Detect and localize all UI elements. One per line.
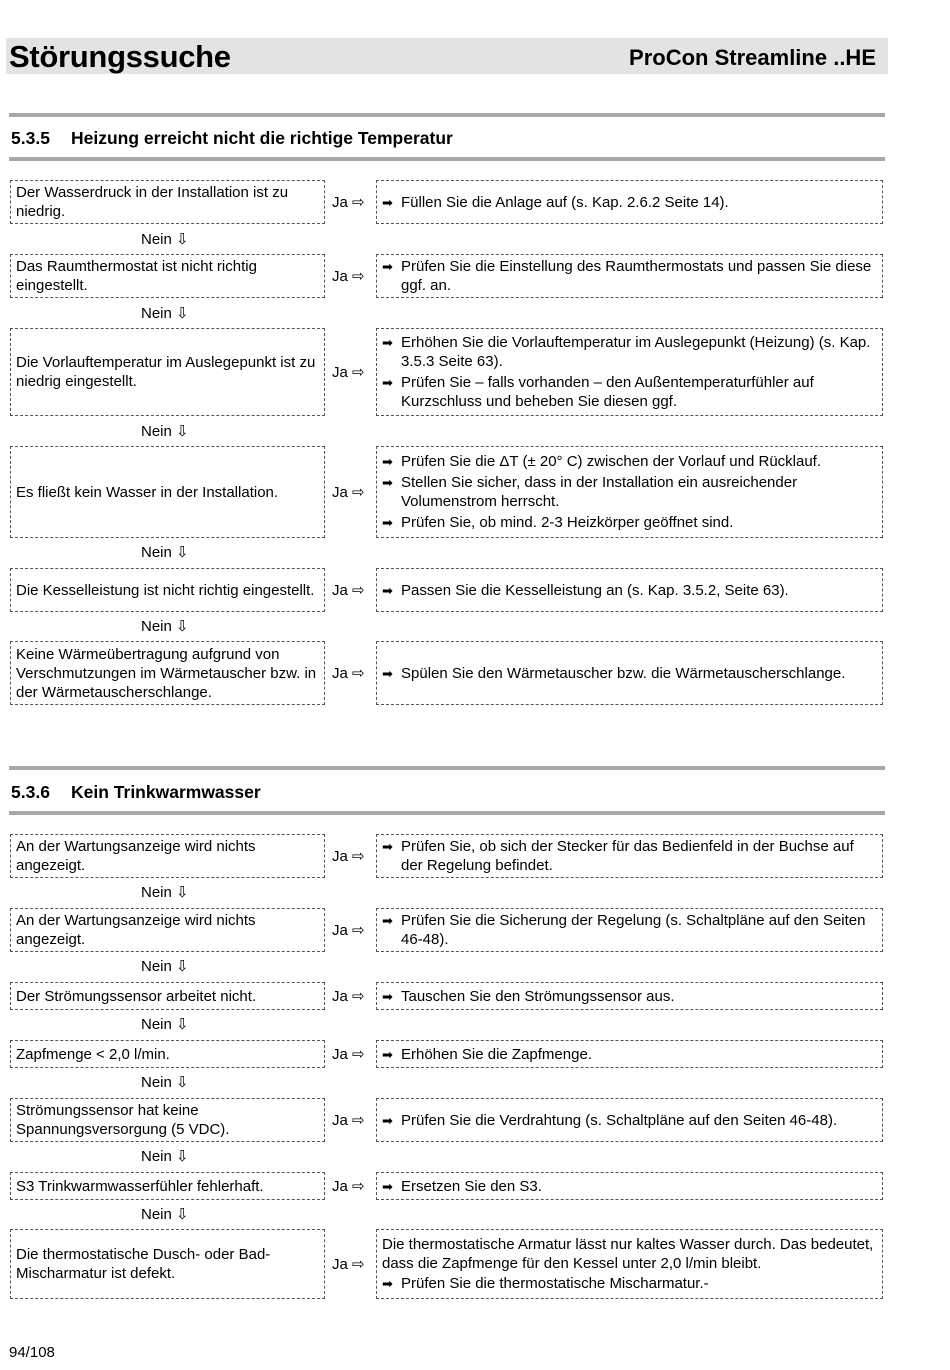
yes-arrow-label: Ja ⇨ (332, 582, 365, 599)
yes-arrow-label: Ja ⇨ (332, 1112, 365, 1129)
action-text: Erhöhen Sie die Zapfmenge. (401, 1045, 592, 1063)
action-item (382, 664, 874, 683)
action-item (382, 837, 874, 875)
yes-arrow-label: Ja ⇨ (332, 484, 365, 501)
no-arrow-label: Nein ⇩ (141, 423, 189, 440)
yes-arrow-label: Ja ⇨ (332, 1256, 365, 1273)
condition-box (10, 446, 325, 538)
condition-box (10, 1098, 325, 1142)
condition-text: Der Wasserdruck in der Installation ist zu niedrig. (16, 184, 289, 220)
yes-arrow-label: Ja ⇨ (332, 1178, 365, 1195)
action-item (382, 333, 874, 371)
no-arrow-label: Nein ⇩ (141, 1074, 189, 1091)
page-number: 94/108 (9, 1344, 55, 1361)
action-text: Tauschen Sie den Strömungssensor aus. (401, 987, 675, 1005)
action-text: Prüfen Sie – falls vorhanden – den Außentemperaturfühler auf Kurzschluss und beheben Sie diesen ggf. (401, 374, 814, 410)
action-text: Prüfen Sie die Verdrahtung (s. Schaltpläne auf den Seiten 46-48). (401, 1111, 838, 1129)
condition-text: Keine Wärmeübertragung aufgrund von Verschmutzungen im Wärmetauscher bzw. in der Wärmetauscherschlange. (16, 645, 317, 701)
no-arrow-label: Nein ⇩ (141, 884, 189, 901)
action-box (376, 982, 883, 1010)
action-box (376, 180, 883, 224)
no-arrow-label: Nein ⇩ (141, 958, 189, 975)
condition-text: Die Vorlauftemperatur im Auslegepunkt ist zu niedrig eingestellt. (16, 354, 316, 390)
action-text: Prüfen Sie die Einstellung des Raumthermostats und passen Sie diese ggf. an. (401, 258, 872, 294)
yes-arrow-label: Ja ⇨ (332, 1046, 365, 1063)
condition-box (10, 982, 325, 1010)
arrow-right-icon: ➡ (382, 1178, 393, 1194)
arrow-right-icon: ➡ (382, 582, 393, 598)
condition-text: Das Raumthermostat ist nicht richtig eingestellt. (16, 258, 257, 294)
action-item (382, 1274, 874, 1293)
action-box (376, 1098, 883, 1142)
condition-box (10, 908, 325, 952)
action-text: Passen Sie die Kesselleistung an (s. Kap. 3.5.2, Seite 63). (401, 581, 789, 599)
action-item (382, 257, 874, 295)
arrow-right-icon: ➡ (382, 335, 393, 350)
action-box (376, 834, 883, 878)
product-name: ProCon Streamline ..HE (629, 45, 876, 70)
section-title: Kein Trinkwarmwasser (71, 782, 261, 802)
section-number: 5.3.6 (11, 782, 50, 802)
action-text: Erhöhen Sie die Vorlauftemperatur im Auslegepunkt (Heizung) (s. Kap. 3.5.3 Seite 63). (401, 334, 871, 370)
no-arrow-label: Nein ⇩ (141, 1206, 189, 1223)
arrow-right-icon: ➡ (382, 1046, 393, 1062)
arrow-right-icon: ➡ (382, 913, 393, 928)
arrow-right-icon: ➡ (382, 665, 393, 681)
action-text: Stellen Sie sicher, dass in der Installation ein ausreichender Volumenstrom herrscht. (401, 474, 798, 510)
condition-box (10, 568, 325, 612)
section-heading (11, 127, 453, 149)
section-heading (11, 781, 261, 803)
action-item (382, 513, 874, 532)
arrow-right-icon: ➡ (382, 475, 393, 490)
condition-text: An der Wartungsanzeige wird nichts angezeigt. (16, 912, 256, 948)
action-item (382, 987, 874, 1006)
arrow-right-icon: ➡ (382, 259, 393, 274)
action-text: Prüfen Sie die Sicherung der Regelung (s. Schaltpläne auf den Seiten 46-48). (401, 912, 866, 948)
condition-text: An der Wartungsanzeige wird nichts angezeigt. (16, 838, 256, 874)
action-box (376, 1229, 883, 1299)
action-box (376, 568, 883, 612)
section-rule-top (9, 113, 885, 117)
action-text: Spülen Sie den Wärmetauscher bzw. die Wärmetauscherschlange. (401, 664, 846, 682)
action-box (376, 328, 883, 416)
section-rule-bottom (9, 157, 885, 161)
action-box (376, 641, 883, 705)
action-item (382, 193, 874, 212)
condition-box (10, 1040, 325, 1068)
condition-text: S3 Trinkwarmwasserfühler fehlerhaft. (16, 1177, 264, 1195)
action-box (376, 1040, 883, 1068)
yes-arrow-label: Ja ⇨ (332, 665, 365, 682)
action-note: Die thermostatische Armatur lässt nur kaltes Wasser durch. Das bedeutet, dass die Zapfmenge für den Kessel unter 2,0 l/min bleibt. (382, 1235, 874, 1272)
condition-box (10, 328, 325, 416)
action-item (382, 911, 874, 949)
action-item (382, 1177, 874, 1196)
condition-text: Zapfmenge < 2,0 l/min. (16, 1045, 170, 1063)
arrow-right-icon: ➡ (382, 375, 393, 390)
section-rule-top (9, 766, 885, 770)
no-arrow-label: Nein ⇩ (141, 231, 189, 248)
action-box (376, 1172, 883, 1200)
action-item (382, 473, 874, 511)
action-text: Prüfen Sie die thermostatische Mischarmatur.- (401, 1274, 709, 1292)
action-item (382, 452, 874, 471)
action-text: Prüfen Sie die ΔT (± 20° C) zwischen der Vorlauf und Rücklauf. (401, 453, 822, 470)
action-item (382, 1111, 874, 1130)
section-rule-bottom (9, 811, 885, 815)
no-arrow-label: Nein ⇩ (141, 1148, 189, 1165)
action-item (382, 373, 874, 411)
no-arrow-label: Nein ⇩ (141, 618, 189, 635)
action-text: Prüfen Sie, ob mind. 2-3 Heizkörper geöffnet sind. (401, 514, 734, 531)
action-box (376, 446, 883, 538)
condition-text: Die thermostatische Dusch- oder Bad-Mischarmatur ist defekt. (16, 1246, 271, 1282)
no-arrow-label: Nein ⇩ (141, 544, 189, 561)
condition-box (10, 1229, 325, 1299)
action-text: Füllen Sie die Anlage auf (s. Kap. 2.6.2 Seite 14). (401, 193, 729, 211)
yes-arrow-label: Ja ⇨ (332, 848, 365, 865)
condition-box (10, 180, 325, 224)
condition-box (10, 834, 325, 878)
yes-arrow-label: Ja ⇨ (332, 268, 365, 285)
condition-box (10, 254, 325, 298)
condition-box (10, 641, 325, 705)
arrow-right-icon: ➡ (382, 1275, 393, 1291)
page-title: Störungssuche (9, 39, 231, 74)
condition-box (10, 1172, 325, 1200)
condition-text: Es fließt kein Wasser in der Installation. (16, 483, 279, 501)
action-box (376, 254, 883, 298)
no-arrow-label: Nein ⇩ (141, 1016, 189, 1033)
yes-arrow-label: Ja ⇨ (332, 922, 365, 939)
arrow-right-icon: ➡ (382, 1112, 393, 1128)
arrow-right-icon: ➡ (382, 839, 393, 854)
action-box (376, 908, 883, 952)
arrow-right-icon: ➡ (382, 515, 393, 530)
arrow-right-icon: ➡ (382, 194, 393, 210)
action-item (382, 1045, 874, 1064)
condition-text: Strömungssensor hat keine Spannungsversorgung (5 VDC). (16, 1102, 230, 1138)
action-item (382, 581, 874, 600)
condition-text: Die Kesselleistung ist nicht richtig eingestellt. (16, 581, 315, 599)
section-title: Heizung erreicht nicht die richtige Temperatur (71, 128, 453, 148)
condition-text: Der Strömungssensor arbeitet nicht. (16, 987, 257, 1005)
arrow-right-icon: ➡ (382, 454, 393, 469)
yes-arrow-label: Ja ⇨ (332, 194, 365, 211)
yes-arrow-label: Ja ⇨ (332, 364, 365, 381)
action-text: Ersetzen Sie den S3. (401, 1177, 542, 1195)
arrow-right-icon: ➡ (382, 988, 393, 1004)
action-text: Prüfen Sie, ob sich der Stecker für das Bedienfeld in der Buchse auf der Regelung befindet. (401, 838, 854, 874)
yes-arrow-label: Ja ⇨ (332, 988, 365, 1005)
section-number: 5.3.5 (11, 128, 50, 148)
no-arrow-label: Nein ⇩ (141, 305, 189, 322)
